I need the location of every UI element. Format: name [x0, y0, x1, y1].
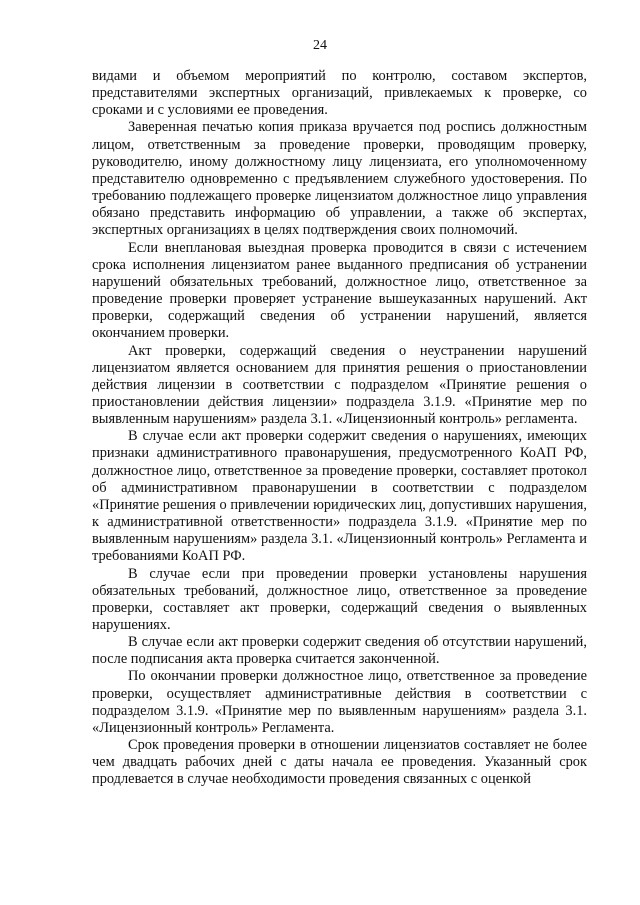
paragraph-continuation: видами и объемом мероприятий по контролю, составом экспертов, представителями экспертных организаций, привлекаемых к проверке, со сроками и с условиями ее проведения. [92, 68, 587, 119]
paragraph: По окончании проверки должностное лицо, ответственное за проведение проверки, осуществляет административные действия в соответствии с подразделом 3.1.9. «Принятие мер по выявленным нарушениям» раздела 3.1. «Лицензионный контроль» Регламента. [92, 668, 587, 736]
paragraph: Если внеплановая выездная проверка проводится в связи с истечением срока исполнения лицензиатом ранее выданного предписания об устранении нарушений обязательных требований, должностное лицо, ответственное за проведение проверки проверяет устранение вышеуказанных нарушений. Акт проверки, содержащий сведения об устранении нарушений, является окончанием проверки. [92, 239, 587, 342]
page-number: 24 [313, 38, 327, 53]
paragraph: Срок проведения проверки в отношении лицензиатов составляет не более чем двадцать рабочих дней с даты начала ее проведения. Указанный срок продлевается в случае необходимости проведения связанных с оценкой [92, 737, 587, 788]
paragraph: В случае если при проведении проверки установлены нарушения обязательных требований, должностное лицо, ответственное за проведение проверки, составляет акт проверки, содержащий сведения о выявленных нарушениях. [92, 565, 587, 633]
page-body [92, 68, 587, 789]
paragraph: В случае если акт проверки содержит сведения об отсутствии нарушений, после подписания акта проверка считается законченной. [92, 634, 587, 668]
paragraph: В случае если акт проверки содержит сведения о нарушениях, имеющих признаки административного правонарушения, предусмотренного КоАП РФ, должностное лицо, ответственное за проведение проверки, составляет протокол об административном правонарушении в соответствии с подразделом «Принятие решения о привлечении юридических лиц, допустивших нарушения, к административной ответственности» подраздела 3.1.9. «Принятие мер по выявленным нарушениям» раздела 3.1. «Лицензионный контроль» Регламента и требованиями КоАП РФ. [92, 428, 587, 565]
paragraph: Акт проверки, содержащий сведения о неустранении нарушений лицензиатом является основанием для принятия решения о приостановлении действия лицензии в соответствии с подразделом «Принятие решения о приостановлении действия лицензии» подраздела 3.1.9. «Принятие мер по выявленным нарушениям» раздела 3.1. «Лицензионный контроль» регламента. [92, 342, 587, 428]
paragraph: Заверенная печатью копия приказа вручается под роспись должностным лицом, ответственным за проведение проверки, проводящим проверку, руководителю, иному должностному лицу лицензиата, его уполномоченному представителю одновременно с предъявлением служебного удостоверения. По требованию подлежащего проверке лицензиатом должностное лицо управления обязано представить информацию об управлении, а также об экспертах, экспертных организациях в целях подтверждения своих полномочий. [92, 119, 587, 239]
